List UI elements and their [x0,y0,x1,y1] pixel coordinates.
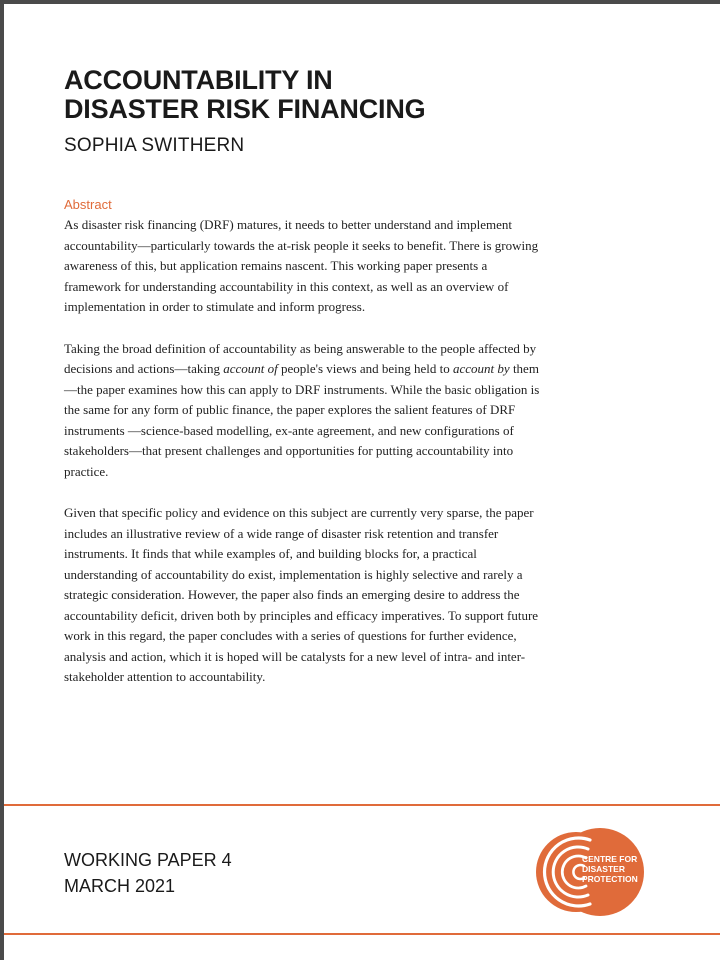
logo-wordmark [582,854,648,884]
publication-date: MARCH 2021 [64,876,176,896]
series-info [64,847,232,899]
page-title [64,66,624,124]
abstract-paragraph-3: Given that specific policy and evidence on this subject are currently very sparse, the paper includes an illustrative review of a wide range of disaster risk retention and transfer instruments. It finds that while examples of, and building blocks for, a practical understanding of accountability do exist, implementation is highly selective and rarely a strategic consideration. However, the paper also finds an emerging desire to address the accountability deficit, driven both by principles and efficacy imperatives. To support future work in this regard, the paper concludes with a series of questions for further evidence, analysis and action, which it is hoped will be catalysts for a new level of intra- and inter-stakeholder attention to accountability. [64,505,539,684]
logo-line-1: CENTRE FOR [582,854,638,864]
document-page [4,4,720,960]
working-paper-label: WORKING PAPER 4 [64,850,232,870]
footer-divider-top [4,804,720,806]
abstract-p2-text-1: Taking the broad definition of accountability as being answerable to the people affected by decisions and actions—taking [64,340,537,376]
abstract-paragraph-2 [64,339,544,483]
abstract-paragraph-1: As disaster risk financing (DRF) matures, it needs to better understand and implement accountability—particularly towards the at-risk people it seeks to benefit. There is growing awareness of this, but application remains nascent. This working paper presents a framework for understanding accountability in this context, as well as an overview of implementation in order to stimulate and inform progress. [64,217,539,314]
abstract-p2-text-2: people's views and being held to [277,361,454,376]
logo-line-3: PROTECTION [582,874,638,884]
abstract-p2-italic-2: account by [453,361,510,376]
footer-divider-bottom [4,933,720,935]
abstract-p2-text-3: them—the paper examines how this can apply to DRF instruments. While the basic obligation is the same for any form of public finance, the paper explores the salient features of DRF instruments —science-based modelling, ex-ante agreement, and new configurations of stakeholders—that present challenges and opportunities for putting accountability into practice. [64,361,540,479]
title-line-1: ACCOUNTABILITY IN [64,65,333,95]
author-name: SOPHIA SWITHERN [64,135,245,156]
abstract-body [64,215,544,709]
title-line-2: DISASTER RISK FINANCING [64,94,426,124]
logo-line-2: DISASTER [582,864,625,874]
abstract-p2-italic-1: account of [223,361,278,376]
abstract-heading: Abstract [64,197,112,212]
